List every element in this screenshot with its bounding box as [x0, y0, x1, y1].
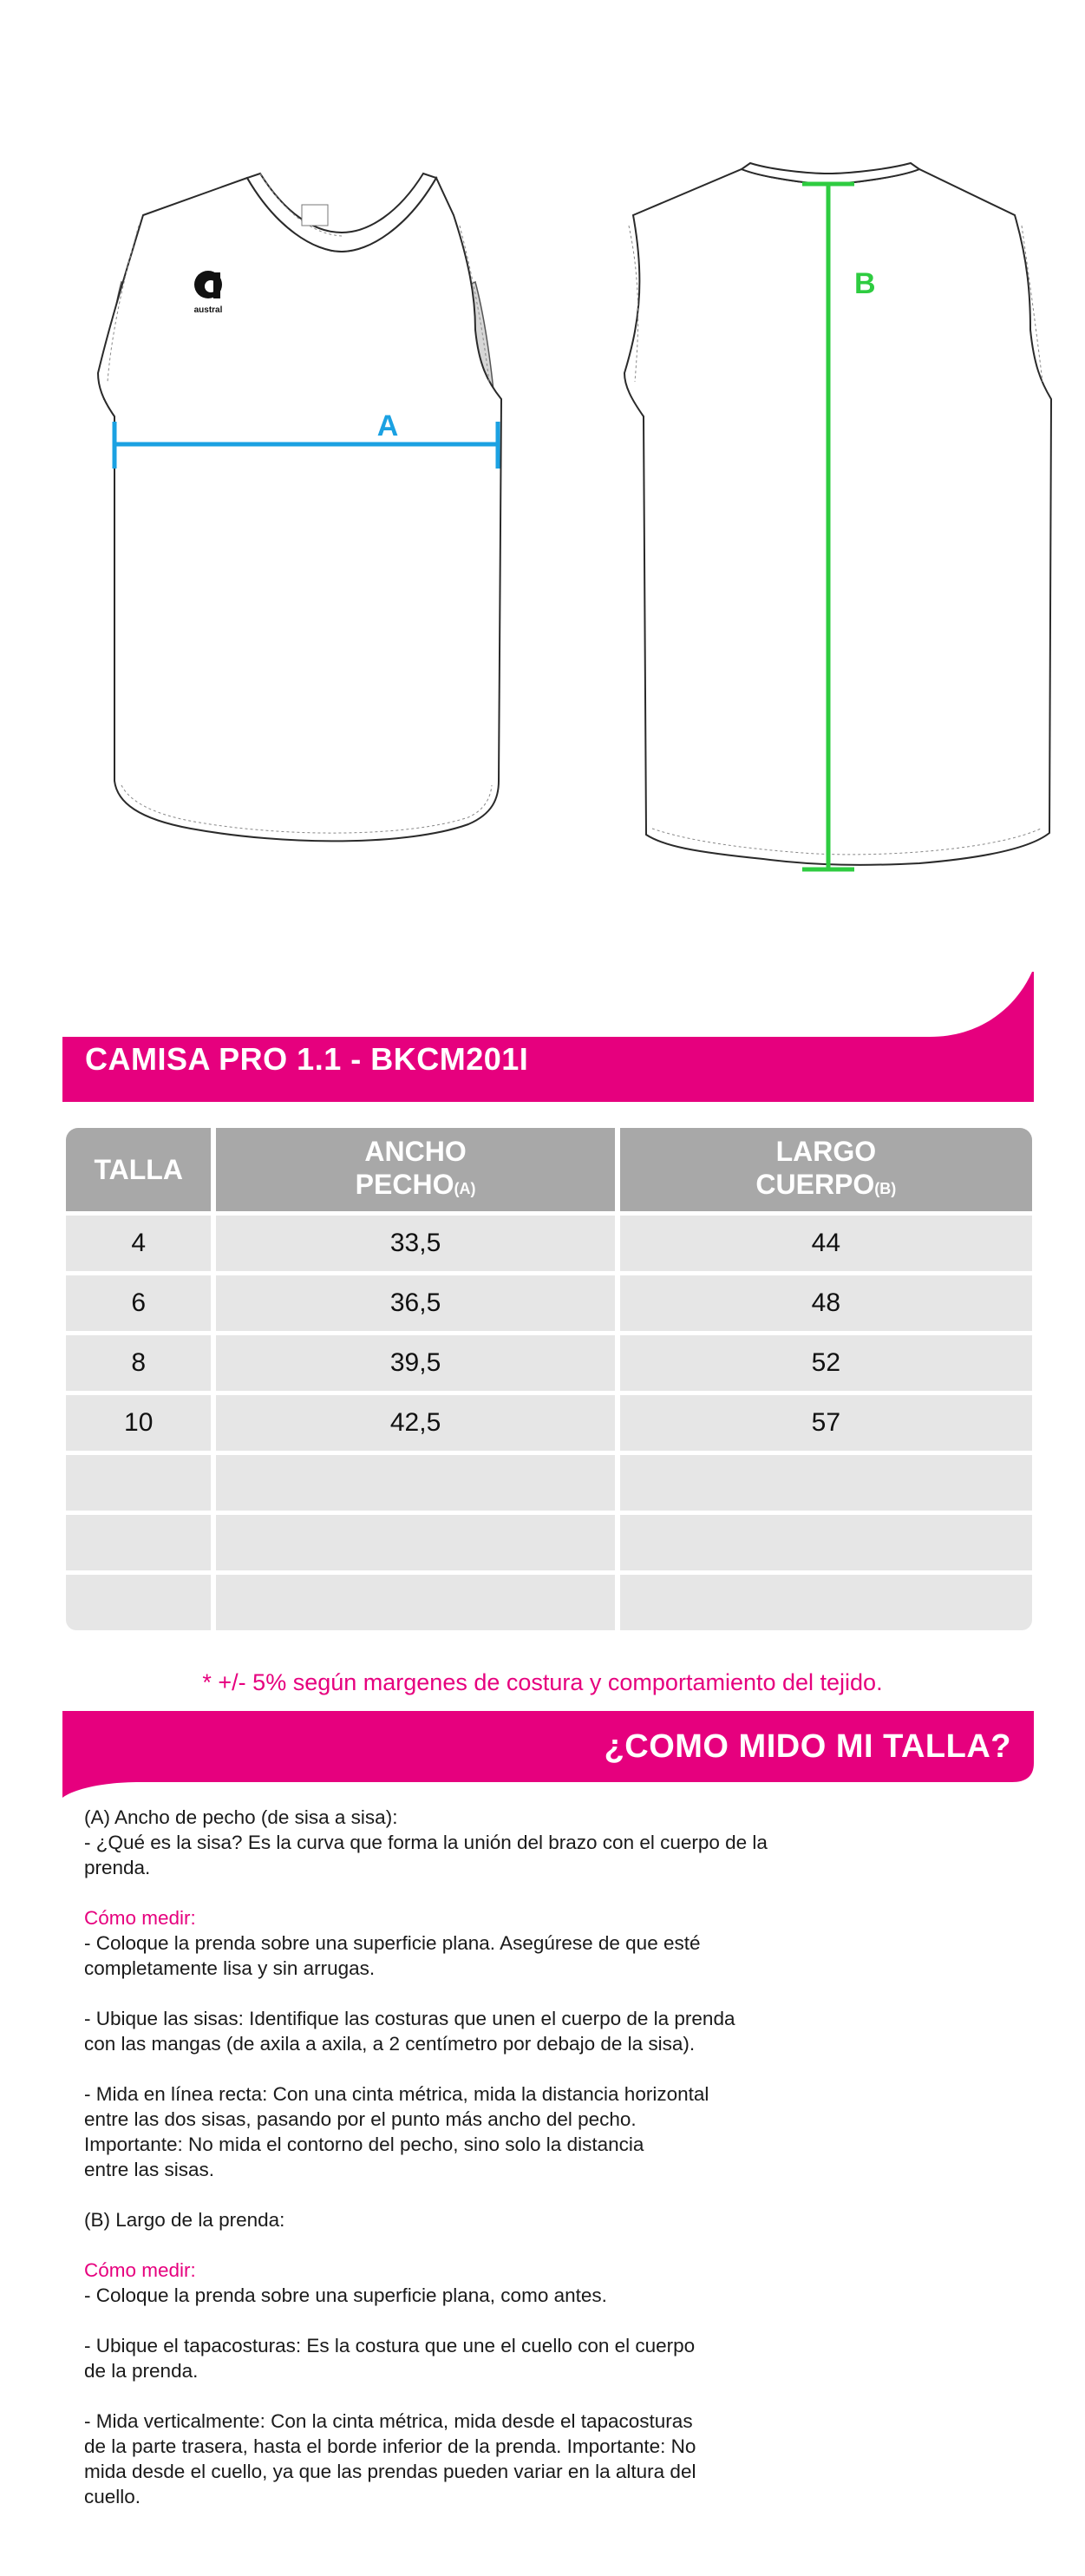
measurement-instructions	[84, 1805, 830, 2534]
section-a-step2: - Ubique las sisas: Identifique las costuras que unen el cuerpo de la prenda con las mangas (de axila a axila, a 2 centímetro por debajo de la sisa).	[84, 2008, 735, 2055]
section-b-step3: - Mida verticalmente: Con la cinta métrica, mida desde el tapacosturas de la parte trasera, hasta el borde inferior de la prenda. Importante: No mida desde el cuello, ya que las prendas pueden variar en la altura del cuello.	[84, 2410, 696, 2507]
ancho-cell	[216, 1451, 619, 1511]
talla-cell	[66, 1451, 216, 1511]
ancho-cell: 36,5	[216, 1271, 619, 1331]
table-row-empty	[66, 1451, 1032, 1511]
ancho-cell: 39,5	[216, 1331, 619, 1391]
largo-cell: 48	[620, 1271, 1032, 1331]
section-b-heading: (B) Largo de la prenda:	[84, 2209, 285, 2231]
front-shirt-drawing	[98, 174, 501, 841]
product-title-banner	[62, 972, 1034, 1102]
section-a-step3: - Mida en línea recta: Con una cinta métrica, mida la distancia horizontal entre las dos sisas, pasando por el punto más ancho del pecho. Importante: No mida el contorno del pecho, sino solo la distancia entre las sisas.	[84, 2083, 709, 2180]
largo-cell: 44	[620, 1211, 1032, 1271]
table-row	[66, 1211, 1032, 1271]
how-to-label: Cómo medir:	[84, 1907, 196, 1929]
section-a-intro: (A) Ancho de pecho (de sisa a sisa): - ¿Qué es la sisa? Es la curva que forma la unión del brazo con el cuerpo de la prenda.	[84, 1805, 830, 1880]
header-largo-cuerpo: LARGO CUERPO(B)	[620, 1128, 1032, 1211]
measure-a-label: A	[376, 410, 399, 442]
garment-illustrations	[0, 0, 1085, 920]
largo-cell: 52	[620, 1331, 1032, 1391]
largo-cell	[620, 1511, 1032, 1570]
section-b-intro	[84, 2207, 830, 2232]
table-row	[66, 1331, 1032, 1391]
table-row	[66, 1271, 1032, 1331]
largo-cell: 57	[620, 1391, 1032, 1451]
tolerance-note: * +/- 5% según margenes de costura y comportamiento del tejido.	[202, 1669, 883, 1695]
talla-cell: 10	[66, 1391, 216, 1451]
back-shirt-drawing	[624, 163, 1051, 869]
product-title: CAMISA PRO 1.1 - BKCM201I	[85, 1041, 529, 1077]
section-a-heading: (A) Ancho de pecho (de sisa a sisa):	[84, 1806, 398, 1828]
howto-title: ¿COMO MIDO MI TALLA?	[604, 1728, 1011, 1765]
table-row-empty	[66, 1511, 1032, 1570]
ancho-cell: 33,5	[216, 1211, 619, 1271]
talla-cell	[66, 1511, 216, 1570]
how-to-label: Cómo medir:	[84, 2259, 196, 2281]
section-b-step1: Cómo medir: - Coloque la prenda sobre una superficie plana, como antes.	[84, 2258, 830, 2308]
ancho-cell	[216, 1511, 619, 1570]
section-a-step1: Cómo medir: - Coloque la prenda sobre una superficie plana. Asegúrese de que esté completamente lisa y sin arrugas.	[84, 1905, 830, 1981]
header-talla: TALLA	[66, 1128, 216, 1211]
talla-cell: 4	[66, 1211, 216, 1271]
table-row	[66, 1391, 1032, 1451]
austral-logo	[194, 271, 223, 315]
largo-cell	[620, 1570, 1032, 1630]
talla-cell: 6	[66, 1271, 216, 1331]
ancho-cell	[216, 1570, 619, 1630]
talla-cell: 8	[66, 1331, 216, 1391]
howto-banner	[62, 1711, 1034, 1798]
ancho-cell: 42,5	[216, 1391, 619, 1451]
svg-text:austral: austral	[193, 305, 223, 315]
measure-b-label: B	[854, 267, 876, 300]
size-table	[66, 1128, 1032, 1630]
largo-cell	[620, 1451, 1032, 1511]
talla-cell	[66, 1570, 216, 1630]
table-row-empty	[66, 1570, 1032, 1630]
header-ancho-pecho: ANCHO PECHO(A)	[216, 1128, 619, 1211]
section-b-step2: - Ubique el tapacosturas: Es la costura que une el cuello con el cuerpo de la prenda.	[84, 2335, 696, 2382]
